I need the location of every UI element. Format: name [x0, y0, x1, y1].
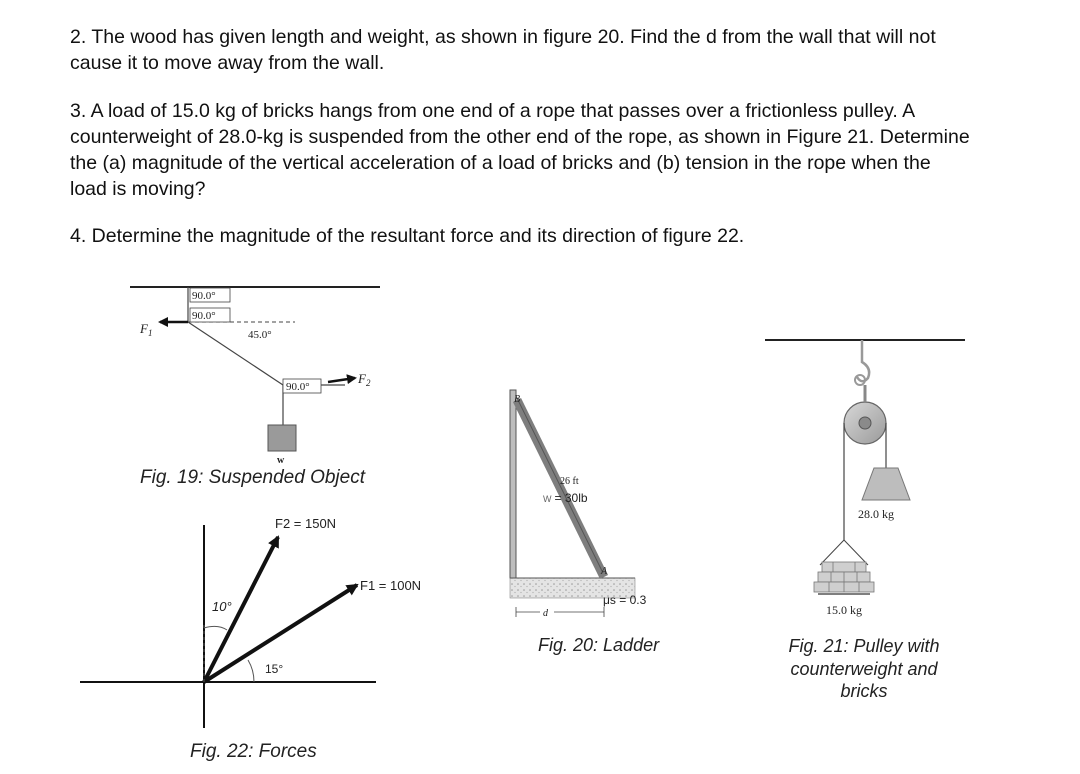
- weight-label: w: [277, 455, 285, 466]
- counterweight-label: 28.0 kg: [858, 507, 894, 521]
- hanging-weight: [268, 425, 296, 451]
- bricks-label: 15.0 kg: [826, 603, 862, 617]
- length-label: 26 ft: [560, 476, 579, 487]
- angle-label-right: 90.0°: [286, 381, 310, 393]
- angle-15-label: 15°: [265, 662, 284, 676]
- f2-arrow: [328, 378, 355, 382]
- ladder: [517, 400, 604, 577]
- f2-label: $F_2$: [358, 371, 371, 388]
- f1-label: F1 = 100N: [360, 578, 422, 593]
- angle-label-mid: 90.0°: [192, 310, 216, 322]
- counterweight: [862, 468, 910, 500]
- figure-19: [130, 287, 380, 488]
- fig21-caption-line2: counterweight and: [790, 659, 938, 679]
- question-4: 4. Determine the magnitude of the resultant force and its direction of figure 22.: [70, 225, 745, 247]
- angle-10-label: 10°: [212, 599, 232, 614]
- point-b: B: [514, 394, 521, 405]
- figure-22: [80, 516, 421, 762]
- fig20-caption: Fig. 20: Ladder: [538, 635, 660, 655]
- fig21-caption-line1: Fig. 21: Pulley with: [788, 636, 940, 656]
- mu-label: μs = 0.3: [603, 593, 647, 607]
- point-a: A: [601, 566, 608, 577]
- angle-label-top: 90.0°: [192, 290, 216, 302]
- fig19-caption: Fig. 19: Suspended Object: [140, 467, 365, 488]
- figure-21: [765, 340, 965, 701]
- f1-label: $F_1$: [140, 321, 153, 338]
- figure-20: [510, 390, 660, 655]
- angle-label-45: 45.0°: [248, 329, 272, 341]
- f2-label: F2 = 150N: [275, 516, 337, 531]
- fig22-caption: Fig. 22: Forces: [190, 741, 317, 762]
- brick-pallet: [814, 562, 874, 594]
- fig21-caption-line3: bricks: [840, 681, 888, 701]
- angle-arc-15: [248, 660, 254, 682]
- angle-arc-10: [204, 626, 227, 630]
- question-2: 2. The wood has given length and weight, as shown in figure 20. Find the d from the wall that will not cause it to move away from the wall.: [70, 26, 936, 74]
- weight-label: W = 30lb: [543, 491, 588, 505]
- question-3: 3. A load of 15.0 kg of bricks hangs from one end of a rope that passes over a frictionless pulley. A counterweight of 28.0-kg is suspended from the other end of the rope, as shown in Figure 21. Determine the (a) magnitude of the vertical acceleration of a load of bricks and (b) tension in the rope when the load is moving?: [70, 100, 970, 200]
- d-label: d: [543, 608, 548, 619]
- wall: [510, 390, 516, 578]
